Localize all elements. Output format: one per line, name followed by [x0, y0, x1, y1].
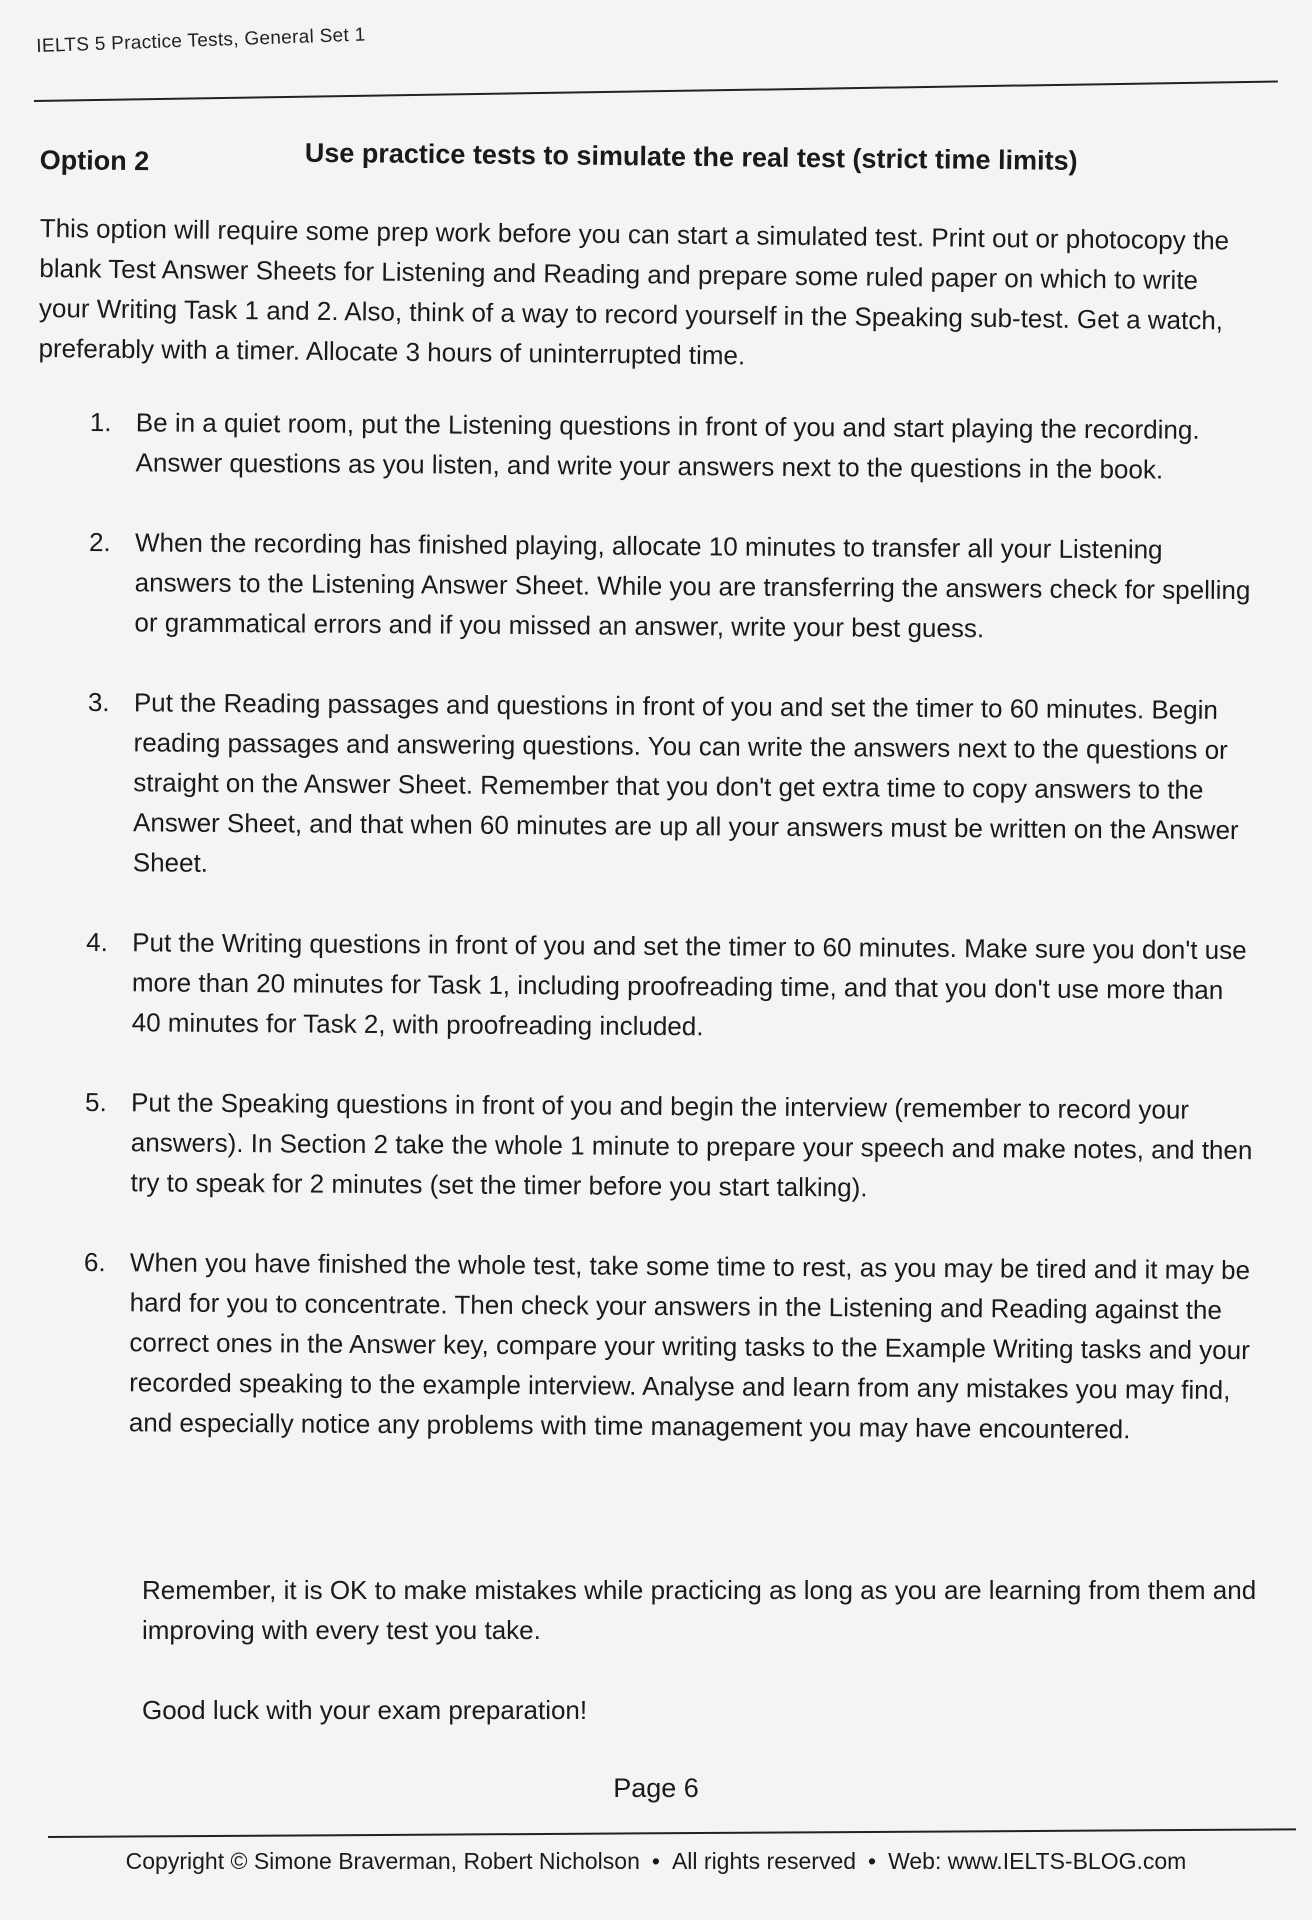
good-luck-paragraph: Good luck with your exam preparation!: [142, 1695, 588, 1725]
step-number: 4.: [86, 926, 109, 958]
remember-paragraph: Remember, it is OK to make mistakes while practicing as long as you are learning from them and improving with every test you take.: [142, 1575, 1257, 1645]
copyright-text: Copyright © Simone Braverman, Robert Nicholson: [125, 1848, 640, 1874]
step-item: [86, 922, 1257, 1050]
web-link[interactable]: Web: www.IELTS-BLOG.com: [888, 1848, 1187, 1874]
step-item: [89, 402, 1260, 490]
step-item: [88, 522, 1259, 650]
step-text: When the recording has finished playing, allocate 10 minutes to transfer all your Listening answers to the Listening Answer Sheet. While you are transferring the answers check for spelling or grammatical errors and if you missed an answer, write your best guess.: [134, 527, 1251, 644]
footer-separator: •: [868, 1848, 877, 1874]
option-title: Use practice tests to simulate the real test (strict time limits): [304, 137, 1078, 176]
option-label: Option 2: [39, 144, 150, 177]
footer: [0, 1848, 1312, 1875]
step-text: When you have finished the whole test, take some time to rest, as you may be tired and it may be hard for you to concentrate. Then check your answers in the Listening and Reading against the correct ones in the Answer key, compare your writing tasks to the Example Writing tasks and your recorded speaking to the example interview. Analyse and learn from any mistakes you may find, and especially notice any problems with time management you may have encountered.: [128, 1247, 1251, 1445]
step-number: 3.: [87, 686, 110, 718]
rights-text: All rights reserved: [671, 1848, 857, 1874]
closing-section: [142, 1570, 1262, 1770]
running-header: IELTS 5 Practice Tests, General Set 1: [36, 24, 366, 57]
step-number: 6.: [83, 1246, 106, 1278]
page-number: Page 6: [613, 1773, 699, 1803]
step-text: Put the Reading passages and questions in front of you and set the timer to 60 minutes. Begin reading passages and answering questions. You can write the answers next to the questions or straight on the Answer Sheet. Remember that you don't get extra time to copy answers to the Answer Sheet, and that when 60 minutes are up all your answers must be written on the Answer Sheet.: [132, 687, 1239, 878]
footer-rule: [48, 1828, 1296, 1838]
section-heading: [39, 135, 1260, 177]
header-rule: [34, 80, 1278, 102]
footer-separator: •: [651, 1848, 660, 1874]
step-item: [84, 1082, 1255, 1210]
step-text: Put the Speaking questions in front of you and begin the interview (remember to record your answers). In Section 2 take the whole 1 minute to prepare your speech and make notes, and then try to speak for 2 minutes (set the timer before you start talking).: [130, 1087, 1253, 1203]
step-item: [87, 682, 1258, 890]
step-number: 2.: [88, 526, 111, 558]
step-item: [83, 1242, 1254, 1450]
step-text: Put the Writing questions in front of you and set the timer to 60 minutes. Make sure you don't use more than 20 minutes for Task 1, including proofreading time, and that you don't use more than 40 minutes for Task 2, with proofreading included.: [131, 927, 1247, 1042]
step-number: 5.: [85, 1086, 107, 1118]
steps-list: [82, 402, 1260, 1490]
intro-paragraph: This option will require some prep work before you can start a simulated test. Print out or photocopy the blank Test Answer Sheets for Listening and Reading and prepare some ruled paper on which to write your Writing Task 1 and 2. Also, think of a way to record yourself in the Speaking sub-test. Get a watch, preferably with a timer. Allocate 3 hours of uninterrupted time.: [38, 212, 1230, 371]
step-number: 1.: [89, 406, 112, 438]
step-text: Be in a quiet room, put the Listening questions in front of you and start playing the recording. Answer questions as you listen, and write your answers next to the questions in the book.: [135, 407, 1200, 485]
